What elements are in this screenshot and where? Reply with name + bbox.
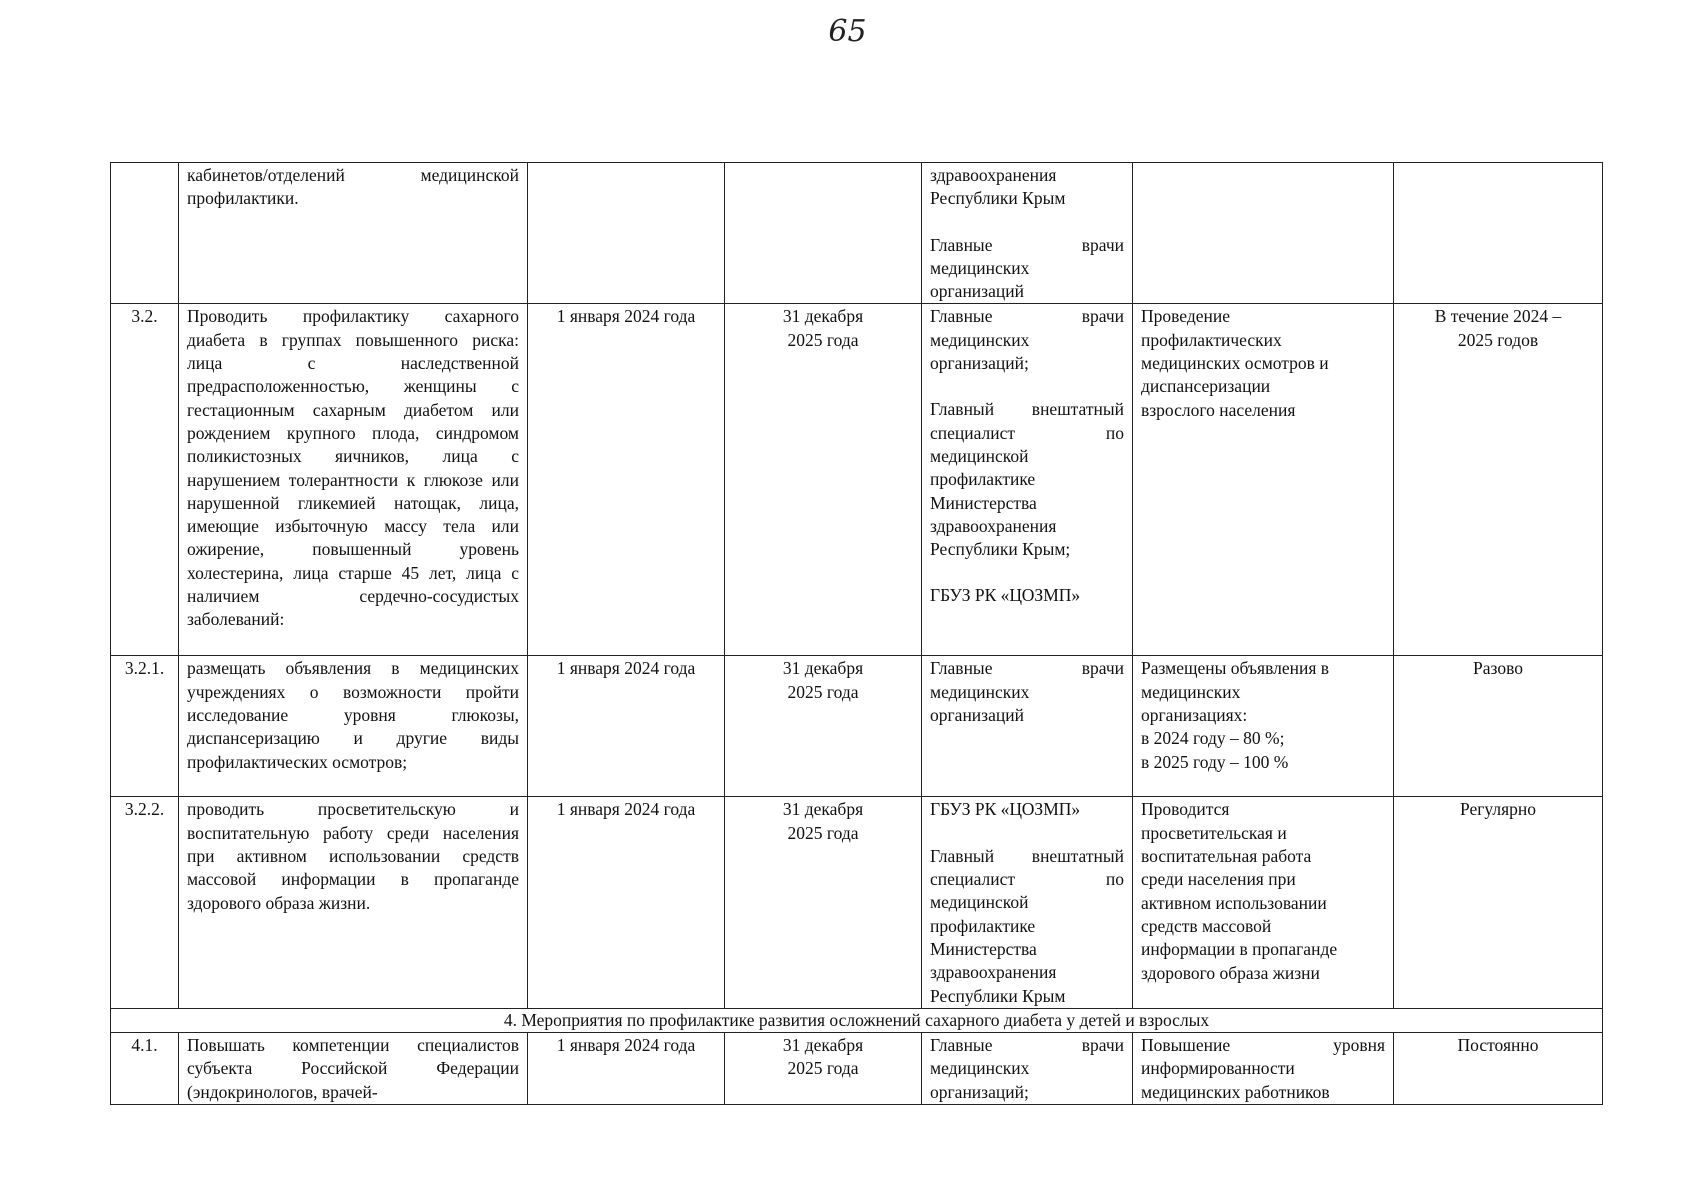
period-cell: Разово xyxy=(1394,656,1603,797)
section-title: 4. Мероприятия по профилактике развития осложнений сахарного диабета у детей и взрослых xyxy=(111,1008,1603,1032)
page-number: 65 xyxy=(828,14,867,49)
period-cell: В течение 2024 – 2025 годов xyxy=(1394,304,1603,656)
period-cell: Постоянно xyxy=(1394,1033,1603,1105)
responsible-line: Главный внештатный специалист по медицинской профилактике Министерства здравоохранения Республики Крым xyxy=(930,845,1124,1006)
end-date-cell: 31 декабря 2025 года xyxy=(725,304,922,656)
responsible-line: Главные врачи медицинских организаций; xyxy=(930,306,1124,374)
responsible-cell xyxy=(922,163,1133,304)
end-date-cell: 31 декабря 2025 года xyxy=(725,797,922,1008)
result-cell: Проводится просветительская и воспитательная работа среди населения при активном использовании средств массовой информации в пропаганде здорового образа жизни xyxy=(1133,797,1394,1008)
responsible-line: ГБУЗ РК «ЦОЗМП» xyxy=(930,585,1081,606)
end-date-cell: 31 декабря 2025 года xyxy=(725,656,922,797)
activity-cell: проводить просветительскую и воспитательную работу среди населения при активном использовании средств массовой информации в пропаганде здорового образа жизни. xyxy=(179,797,528,1008)
table-row xyxy=(111,656,1603,797)
result-cell xyxy=(1133,163,1394,304)
responsible-line: ГБУЗ РК «ЦОЗМП» xyxy=(930,799,1081,820)
end-date-cell: 31 декабря 2025 года xyxy=(725,1033,922,1105)
table-row xyxy=(111,797,1603,1008)
responsible-line: здравоохранения Республики Крым xyxy=(930,165,1066,209)
responsible-line: Главные врачи медицинских организаций xyxy=(930,658,1124,726)
start-date-cell: 1 января 2024 года xyxy=(528,1033,725,1105)
plan-table xyxy=(110,162,1603,1105)
responsible-cell xyxy=(922,656,1133,797)
responsible-line: Главный внештатный специалист по медицинской профилактике Министерства здравоохранения Республики Крым; xyxy=(930,399,1124,560)
row-number: 4.1. xyxy=(111,1033,179,1105)
result-cell: Размещены объявления в медицинских организациях: в 2024 году – 80 %; в 2025 году – 100 % xyxy=(1133,656,1394,797)
table-row xyxy=(111,304,1603,656)
responsible-cell xyxy=(922,304,1133,656)
responsible-cell: Главные врачи медицинских организаций; xyxy=(922,1033,1133,1105)
section-heading-row xyxy=(111,1008,1603,1032)
row-number: 3.2.2. xyxy=(111,797,179,1008)
activity-cell: размещать объявления в медицинских учреждениях о возможности пройти исследование уровня глюкозы, диспансеризацию и другие виды профилактических осмотров; xyxy=(179,656,528,797)
activity-cell: кабинетов/отделений медицинской профилактики. xyxy=(179,163,528,304)
result-cell: Проведение профилактических медицинских осмотров и диспансеризации взрослого населения xyxy=(1133,304,1394,656)
row-number: 3.2. xyxy=(111,304,179,656)
activity-cell: Повышать компетенции специалистов субъекта Российской Федерации (эндокринологов, врачей- xyxy=(179,1033,528,1105)
row-number xyxy=(111,163,179,304)
start-date-cell xyxy=(528,163,725,304)
responsible-cell xyxy=(922,797,1133,1008)
result-cell: Повышение уровня информированности медицинских работников xyxy=(1133,1033,1394,1105)
period-cell: Регулярно xyxy=(1394,797,1603,1008)
start-date-cell: 1 января 2024 года xyxy=(528,797,725,1008)
start-date-cell: 1 января 2024 года xyxy=(528,656,725,797)
activity-cell: Проводить профилактику сахарного диабета в группах повышенного риска: лица с наследственной предрасположенностью, женщины с гестационным сахарным диабетом или рождением крупного плода, синдромом поликистозных яичников, лица с нарушением толерантности к глюкозе или нарушенной гликемией натощак, лица, имеющие избыточную массу тела или ожирение, повышенный уровень холестерина, лица старше 45 лет, лица с наличием сердечно-сосудистых заболеваний: xyxy=(179,304,528,656)
table-row xyxy=(111,163,1603,304)
table-row xyxy=(111,1033,1603,1105)
period-cell xyxy=(1394,163,1603,304)
row-number: 3.2.1. xyxy=(111,656,179,797)
responsible-line: Главные врачи медицинских организаций xyxy=(930,234,1124,302)
start-date-cell: 1 января 2024 года xyxy=(528,304,725,656)
end-date-cell xyxy=(725,163,922,304)
